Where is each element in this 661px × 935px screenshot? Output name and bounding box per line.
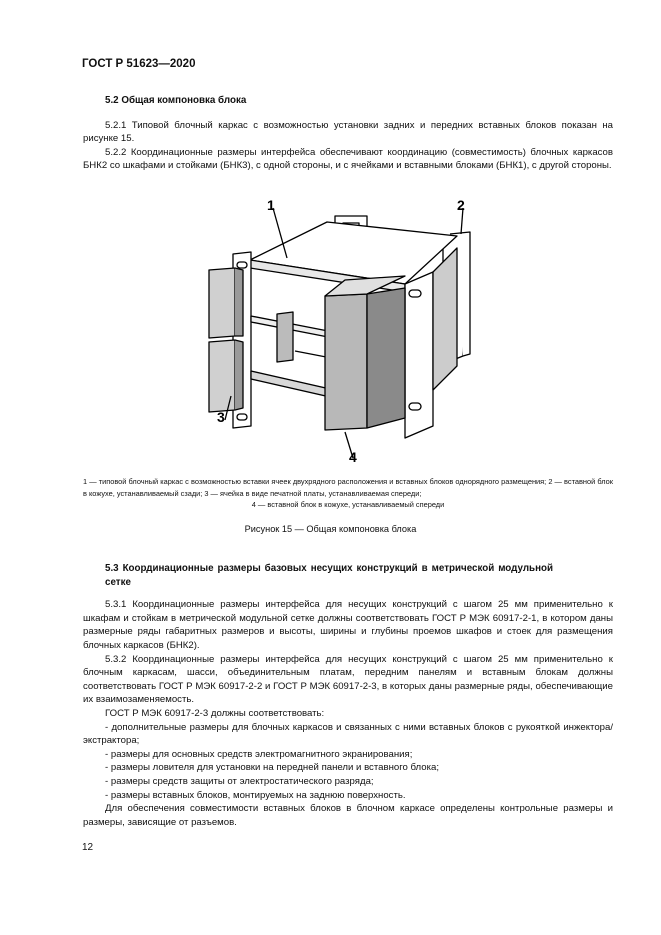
list-item: - размеры вставных блоков, монтируемых на заднюю поверхность.: [105, 789, 406, 801]
list-item: - дополнительные размеры для блочных каркасов и связанных с ними вставных блоков с рукояткой инжектора/экстрактора;: [83, 721, 613, 747]
figure-notes: [83, 476, 613, 511]
paragraph: 5.2.2 Координационные размеры интерфейса обеспечивают координацию (совместимость) блочных каркасов БНК2 со шкафами и стойками (БНК3), с одной стороны, и с ячейками и вставными блоками (БНК1), с другой стороны.: [83, 146, 613, 172]
paragraph: 5.3.1 Координационные размеры интерфейса для несущих конструкций с шагом 25 мм применительно к шкафам и стойкам в метрической модульной сетке должны соответствовать ГОСТ Р МЭК 60917-2-1, в котором даны размерные ряды габаритных размеров и высоты, ширины и глубины проемов шкафов и стоек для размещения блочных каркасов (БНК2).: [83, 599, 613, 651]
list-item: - размеры для основных средств электромагнитного экранирования;: [105, 748, 413, 760]
paragraph: 5.3.2 Координационные размеры интерфейса для несущих конструкций с шагом 25 мм применительно к блочным каркасам, шасси, объединительным платам, передним панелям и вставным блокам должны соответствовать ГОСТ Р МЭК 60917-2-2 и ГОСТ Р МЭК 60917-2-3, в которых даны размерные ряды, обеспечивающие их взаимозаменяемость.: [83, 653, 613, 706]
figure-caption: Рисунок 15 — Общая компоновка блока: [244, 524, 417, 534]
figure-15-drawing: [195, 196, 505, 466]
rear-block: [433, 248, 457, 390]
section-heading: 5.3 Координационные размеры базовых несущих конструкций в метрической модульной сетке: [105, 563, 553, 588]
list-item: - размеры средств защиты от электростатического разряда;: [105, 775, 374, 787]
section-5-3: [83, 562, 613, 829]
standard-header: ГОСТ Р 51623—2020: [82, 58, 196, 70]
front-block: [325, 294, 367, 430]
figure-label-1: 1: [267, 197, 275, 213]
figure-notes-line: 4 — вставной блок в кожухе, устанавливаемый спереди: [251, 500, 445, 509]
card-cell-upper: [209, 268, 235, 338]
list-item: - размеры ловителя для установки на передней панели и вставного блока;: [105, 762, 440, 774]
figure-label-2: 2: [457, 197, 465, 213]
paragraph: 5.2.1 Типовой блочный каркас с возможностью установки задних и передних вставных блоков показан на рисунке 15.: [83, 119, 613, 145]
card-cell-lower: [209, 340, 235, 412]
figure-label-3: 3: [217, 409, 225, 425]
page-number: 12: [82, 842, 94, 853]
section-heading: 5.2 Общая компоновка блока: [105, 95, 247, 106]
figure-notes-line: 1 — типовой блочный каркас с возможностью вставки ячеек двухрядного расположения и вставных блоков однорядного размещения; 2 — вставной блок в кожухе, устанавливаемый сзади; 3 — ячейка в виде печатной платы, устанавливаемая спереди;: [83, 477, 613, 498]
figure-label-4: 4: [349, 449, 357, 465]
section-5-2: [83, 94, 613, 173]
paragraph: ГОСТ Р МЭК 60917-2-3 должны соответствовать:: [105, 707, 325, 719]
paragraph: Для обеспечения совместимости вставных блоков в блочном каркасе определены контрольные размеры и размеры, зависящие от разъемов.: [83, 803, 613, 828]
